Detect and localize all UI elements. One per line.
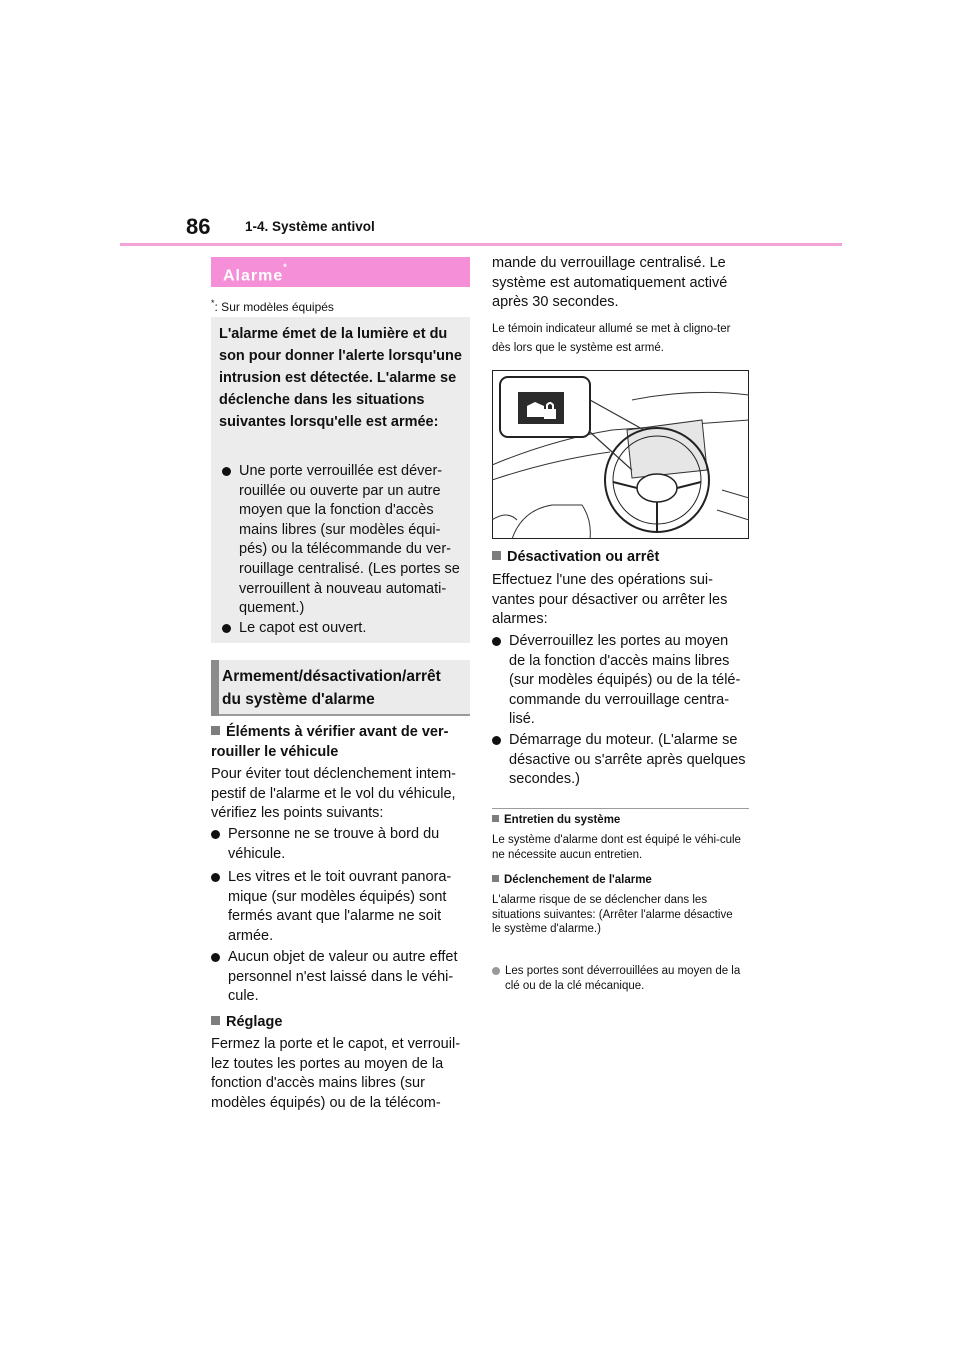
verify-text: Pour éviter tout déclenchement intem-pestif de l'alarme et le vol du véhicule, vérifiez les points suivants: xyxy=(211,766,457,822)
declenchement-title: Déclenchement de l'alarme xyxy=(504,874,652,886)
bullet-text: Une porte verrouillée est déver-rouillée ou ouverte par un autre moyen que la fonction d'accès mains libres (sur modèles équi-pés) ou la télécommande du ver-rouillage centralisé. (Les portes se verrouillent à nouveau automati-quement.) xyxy=(239,463,460,617)
bullet-dot-icon xyxy=(211,830,220,839)
entretien-title: Entretien du système xyxy=(504,814,621,826)
alarme-bullet-1 xyxy=(222,462,462,619)
square-bullet-icon xyxy=(492,875,499,882)
reglage-title: Réglage xyxy=(226,1014,283,1030)
armement-heading-bar xyxy=(211,660,219,716)
footnote-mark: * xyxy=(211,298,215,308)
bullet-text: Déverrouillez les portes au moyen de la fonction d'accès mains libres (sur modèles équipés) ou de la télé-commande du verrouillage centra-lisé. xyxy=(509,633,741,728)
declenchement-bullet xyxy=(492,964,748,993)
page-number: 86 xyxy=(186,214,211,239)
footnote xyxy=(211,298,334,314)
desactivation-title: Désactivation ou arrêt xyxy=(507,549,660,565)
square-bullet-icon xyxy=(492,551,501,560)
bullet-dot-icon xyxy=(211,953,220,962)
indicator-note: Le témoin indicateur allumé se met à cligno-ter dès lors que le système est armé. xyxy=(492,323,731,354)
entretien-subheading xyxy=(492,814,620,826)
bullet-text: Les vitres et le toit ouvrant panora-mique (sur modèles équipés) sont fermés avant que l'alarme ne soit armée. xyxy=(228,869,452,944)
alarme-heading-mark: * xyxy=(283,262,288,272)
footnote-text: : Sur modèles équipés xyxy=(214,300,334,314)
bullet-dot-icon xyxy=(492,637,501,646)
desactivation-text: Effectuez l'une des opérations sui-vantes pour désactiver ou arrêter les alarmes: xyxy=(492,572,728,628)
verify-bullet-2 xyxy=(211,868,463,946)
bullet-dot-icon xyxy=(222,467,231,476)
bullet-text: Personne ne se trouve à bord du véhicule. xyxy=(228,826,440,862)
desactivation-bullet-2 xyxy=(492,731,748,790)
verify-subheading xyxy=(211,723,466,762)
bullet-text: Les portes sont déverrouillées au moyen de la clé ou de la clé mécanique. xyxy=(505,965,741,992)
bullet-dot-icon xyxy=(492,736,501,745)
alarme-bullet-2 xyxy=(222,619,462,639)
square-bullet-icon xyxy=(211,726,220,735)
notes-divider xyxy=(492,808,749,809)
alarme-heading xyxy=(211,257,470,287)
armement-heading: Armement/désactivation/arrêt du système d'alarme xyxy=(222,668,441,708)
entretien-text: Le système d'alarme dont est équipé le véhi-cule ne nécessite aucun entretien. xyxy=(492,834,741,861)
bullet-dot-icon xyxy=(211,873,220,882)
reglage-text: Fermez la porte et le capot, et verrouil-lez toutes les portes au moyen de la fonction d'accès mains libres (sur modèles équipés) ou de la télécom- xyxy=(211,1036,461,1111)
bullet-text: Démarrage du moteur. (L'alarme se désactive ou s'arrête après quelques secondes.) xyxy=(509,732,746,788)
bullet-dot-icon xyxy=(492,967,500,975)
bullet-text: Le capot est ouvert. xyxy=(239,620,367,636)
alarme-heading-text: Alarme xyxy=(223,267,284,285)
alarme-intro: L'alarme émet de la lumière et du son pour donner l'alerte lorsqu'une intrusion est détectée. L'alarme se déclenche dans les situations suivantes lorsqu'elle est armée: xyxy=(219,326,462,430)
dashboard-illustration xyxy=(492,370,749,539)
square-bullet-icon xyxy=(211,1016,220,1025)
square-bullet-icon xyxy=(492,815,499,822)
header-rule xyxy=(120,243,842,246)
verify-bullet-3 xyxy=(211,948,463,1007)
verify-bullet-1 xyxy=(211,825,463,864)
desactivation-subheading xyxy=(492,548,659,568)
reglage-text-continued: mande du verrouillage centralisé. Le système est automatiquement activé après 30 secondes. xyxy=(492,255,728,311)
desactivation-bullet-1 xyxy=(492,632,748,730)
bullet-dot-icon xyxy=(222,624,231,633)
declenchement-text: L'alarme risque de se déclencher dans les situations suivantes: (Arrêter l'alarme désactive le système d'alarme.) xyxy=(492,894,733,935)
section-title: 1-4. Système antivol xyxy=(245,219,375,234)
bullet-text: Aucun objet de valeur ou autre effet personnel n'est laissé dans le véhi-cule. xyxy=(228,949,458,1005)
declenchement-subheading xyxy=(492,874,652,886)
verify-title: Éléments à vérifier avant de ver-rouiller le véhicule xyxy=(211,724,449,760)
reglage-subheading xyxy=(211,1013,282,1033)
